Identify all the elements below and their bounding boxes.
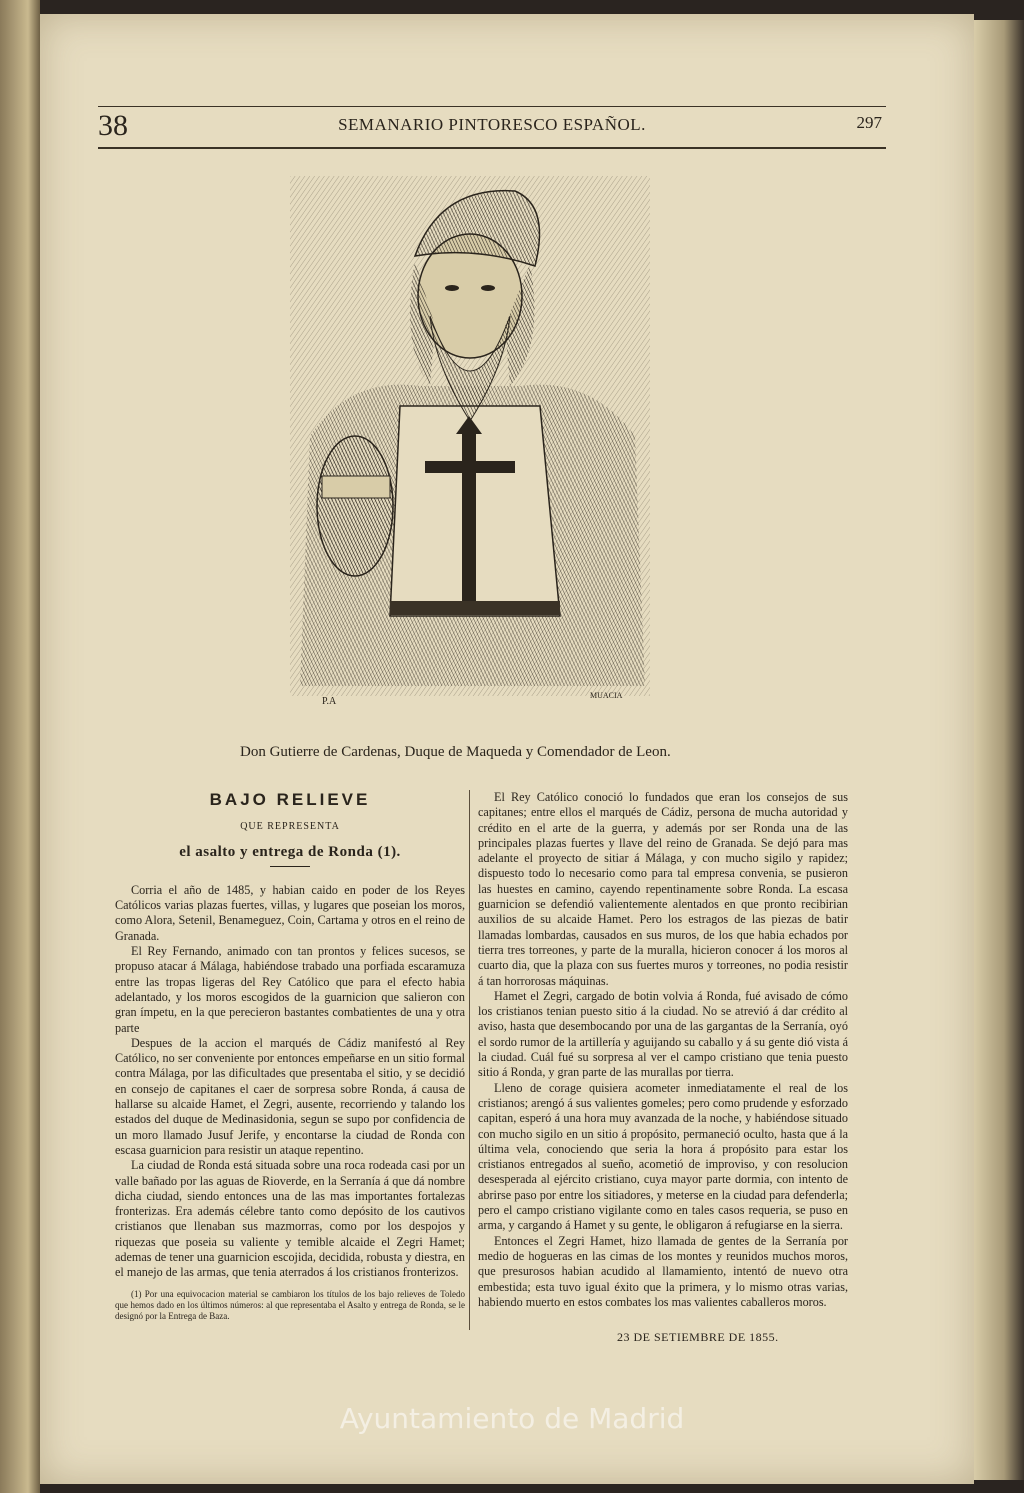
illustration-caption: Don Gutierre de Cardenas, Duque de Maqueda y Comendador de Leon. — [240, 744, 671, 760]
page-header — [98, 106, 886, 149]
paragraph: Hamet el Zegri, cargado de botin volvia á Ronda, fué avisado de cómo los cristianos tenian puesto sitio á la ciudad. No se atrevió á dar crédito al aviso, hasta que desembocando por una de las gargantas de la Serranía, oyó el sordo rumor de la artillería y aguijando su caballo y á su gente dió vista á la ciudad. Cuál fué su sorpresa al ver el campo cristiano que tenia puesto sitio á Ronda, y gran parte de las murallas por tierra. — [478, 988, 848, 1080]
article-date: 23 DE SETIEMBRE DE 1855. — [617, 1330, 779, 1344]
paragraph: Entonces el Zegri Hamet, hizo llamada de gentes de la Serranía por medio de hogueras en las cimas de los montes y reunidos muchos moros, que presurosos habian acudido al llamamiento, intentó de nuevo otra embestida; esta tuvo igual éxito que la primera, y lo mismo otras varias, habiendo muerto en estos combates los mas valientes caballeros moros. — [478, 1233, 848, 1309]
paragraph: Corria el año de 1485, y habian caido en poder de los Reyes Católicos varias plazas fuertes, villas, y lugares que poseian los moros, como Alora, Setenil, Benameguez, Coin, Cartama y otros en el reino de Granada. — [115, 882, 465, 943]
column-divider — [469, 790, 470, 1330]
footnote: (1) Por una equivocacion material se cambiaron los títulos de los bajo relieves de Toledo que hemos dado en los últimos números: al que representaba el Asalto y entrega de Ronda, se le designó por la Entrega de Baza. — [115, 1288, 465, 1321]
article-left-column — [115, 790, 465, 1322]
paragraph: El Rey Católico conoció lo fundados que eran los consejos de sus capitanes; entre ellos el marqués de Cádiz, persona de mucha autoridad y crédito en el arte de la guerra, y además por ser Ronda una de las principales plazas fuertes y llave del reino de Granada. Se dejó para mas adelante el proyecto de sitiar á Málaga, y con mucho sigilo y rapidez; dispuesto todo lo necesario como para tal empresa convenia, se pusieron las huestes en camino, cayendo repentinamente sobre Ronda. La escasa guarnicion se defendió valientemente alentados en que pronto recibirian auxilios de su alcaide Hamet. Pero los estragos de las piezas de batir llamadas lombardas, causados en sus muros, de los que habia echados por tierra tres torreones, y parte de la muralla, hicieron conocer á los moros al cuarto dia, que la plaza con sus fuertes muros y torreones, no podia resistir á tan horrorosas máquinas. — [478, 790, 848, 988]
watermark: Ayuntamiento de Madrid — [339, 1402, 685, 1435]
signature-right: MUACIA — [590, 691, 623, 700]
page-number: 297 — [856, 113, 882, 132]
paragraph: Despues de la accion el marqués de Cádiz manifestó al Rey Católico, no ser conveniente por entonces empeñarse en un sitio formal contra Málaga, por las dificultades que presentaba el sitio, y se decidió en consejo de capitanes el caer de sorpresa sobre Ronda, á causa de hallarse su alcaide Hamet, el Zegri, ausente, recorriendo y talando los estados del duque de Medinasidonia, segun se supo por confidencia de un moro llamado Jusuf Jerife, y encontarse la ciudad de Ronda con escasa guarnicion para resistir un ataque repentino. — [115, 1035, 465, 1157]
page-edge — [974, 20, 1024, 1480]
left-page-edge — [0, 0, 40, 1493]
title-rule — [270, 866, 310, 867]
article-subtitle-2: el asalto y entrega de Ronda (1). — [179, 843, 401, 860]
signature-left: P.A — [322, 696, 337, 707]
paragraph: La ciudad de Ronda está situada sobre una roca rodeada casi por un valle bañado por las aguas de Rioverde, en la Serranía á que dá nombre dicha ciudad, siendo entonces una de las mas importantes fortalezas fronterizas. Era además célebre tanto como depósito de los cautivos cristianos que llenaban sus mazmorras, como por los despojos y riquezas que poseia su valiente y temible alcaide el Zegri Hamet; ademas de tener una guarnicion escojida, decidida, robusta y diestra, en el manejo de las armas, que tenia aterrados á los cristianos fronterizos. — [115, 1158, 465, 1280]
paragraph: El Rey Fernando, animado con tan prontos y felices sucesos, se propuso atacar á Málaga, habiéndose trabado una porfiada escaramuza entre las tropas ligeras del Rey Católico que para el efecto habia adelantado, y los moros escogidos de la guarnicion que salieron con gran ímpetu, en la que perecieron bastantes combatientes de una y otra parte — [115, 944, 465, 1035]
paragraph: Lleno de corage quisiera acometer inmediatamente el real de los cristianos; arengó á sus valientes gomeles; pero como prudende y esforzado capitan, esperó á una hora muy avanzada de la noche, y habiéndose situado con mucho sigilo en un sitio á propósito, permaneció oculto, hasta que á la última vela, conociendo que seria la hora á propósito para estar los cristianos entregados al sueño, acometió de improviso, y con resolucion desesperada al ejército cristiano, cuya mayor parte dormia, con intento de abrirse paso por entre los sitiadores, y meterse en la ciudad para defenderla; pero el campo cristiano vigilante como en tales casos requeria, se puso en arma, y cargando á Hamet y su gente, le obligaron á refugiarse en la sierra. — [478, 1080, 848, 1233]
issue-number: 38 — [98, 109, 128, 142]
article-subtitle: QUE REPRESENTA — [240, 821, 340, 833]
article-title: BAJO RELIEVE — [209, 790, 371, 809]
portrait-engraving — [290, 176, 650, 716]
publication-title: SEMANARIO PINTORESCO ESPAÑOL. — [338, 115, 646, 134]
article-right-column — [478, 790, 848, 1310]
